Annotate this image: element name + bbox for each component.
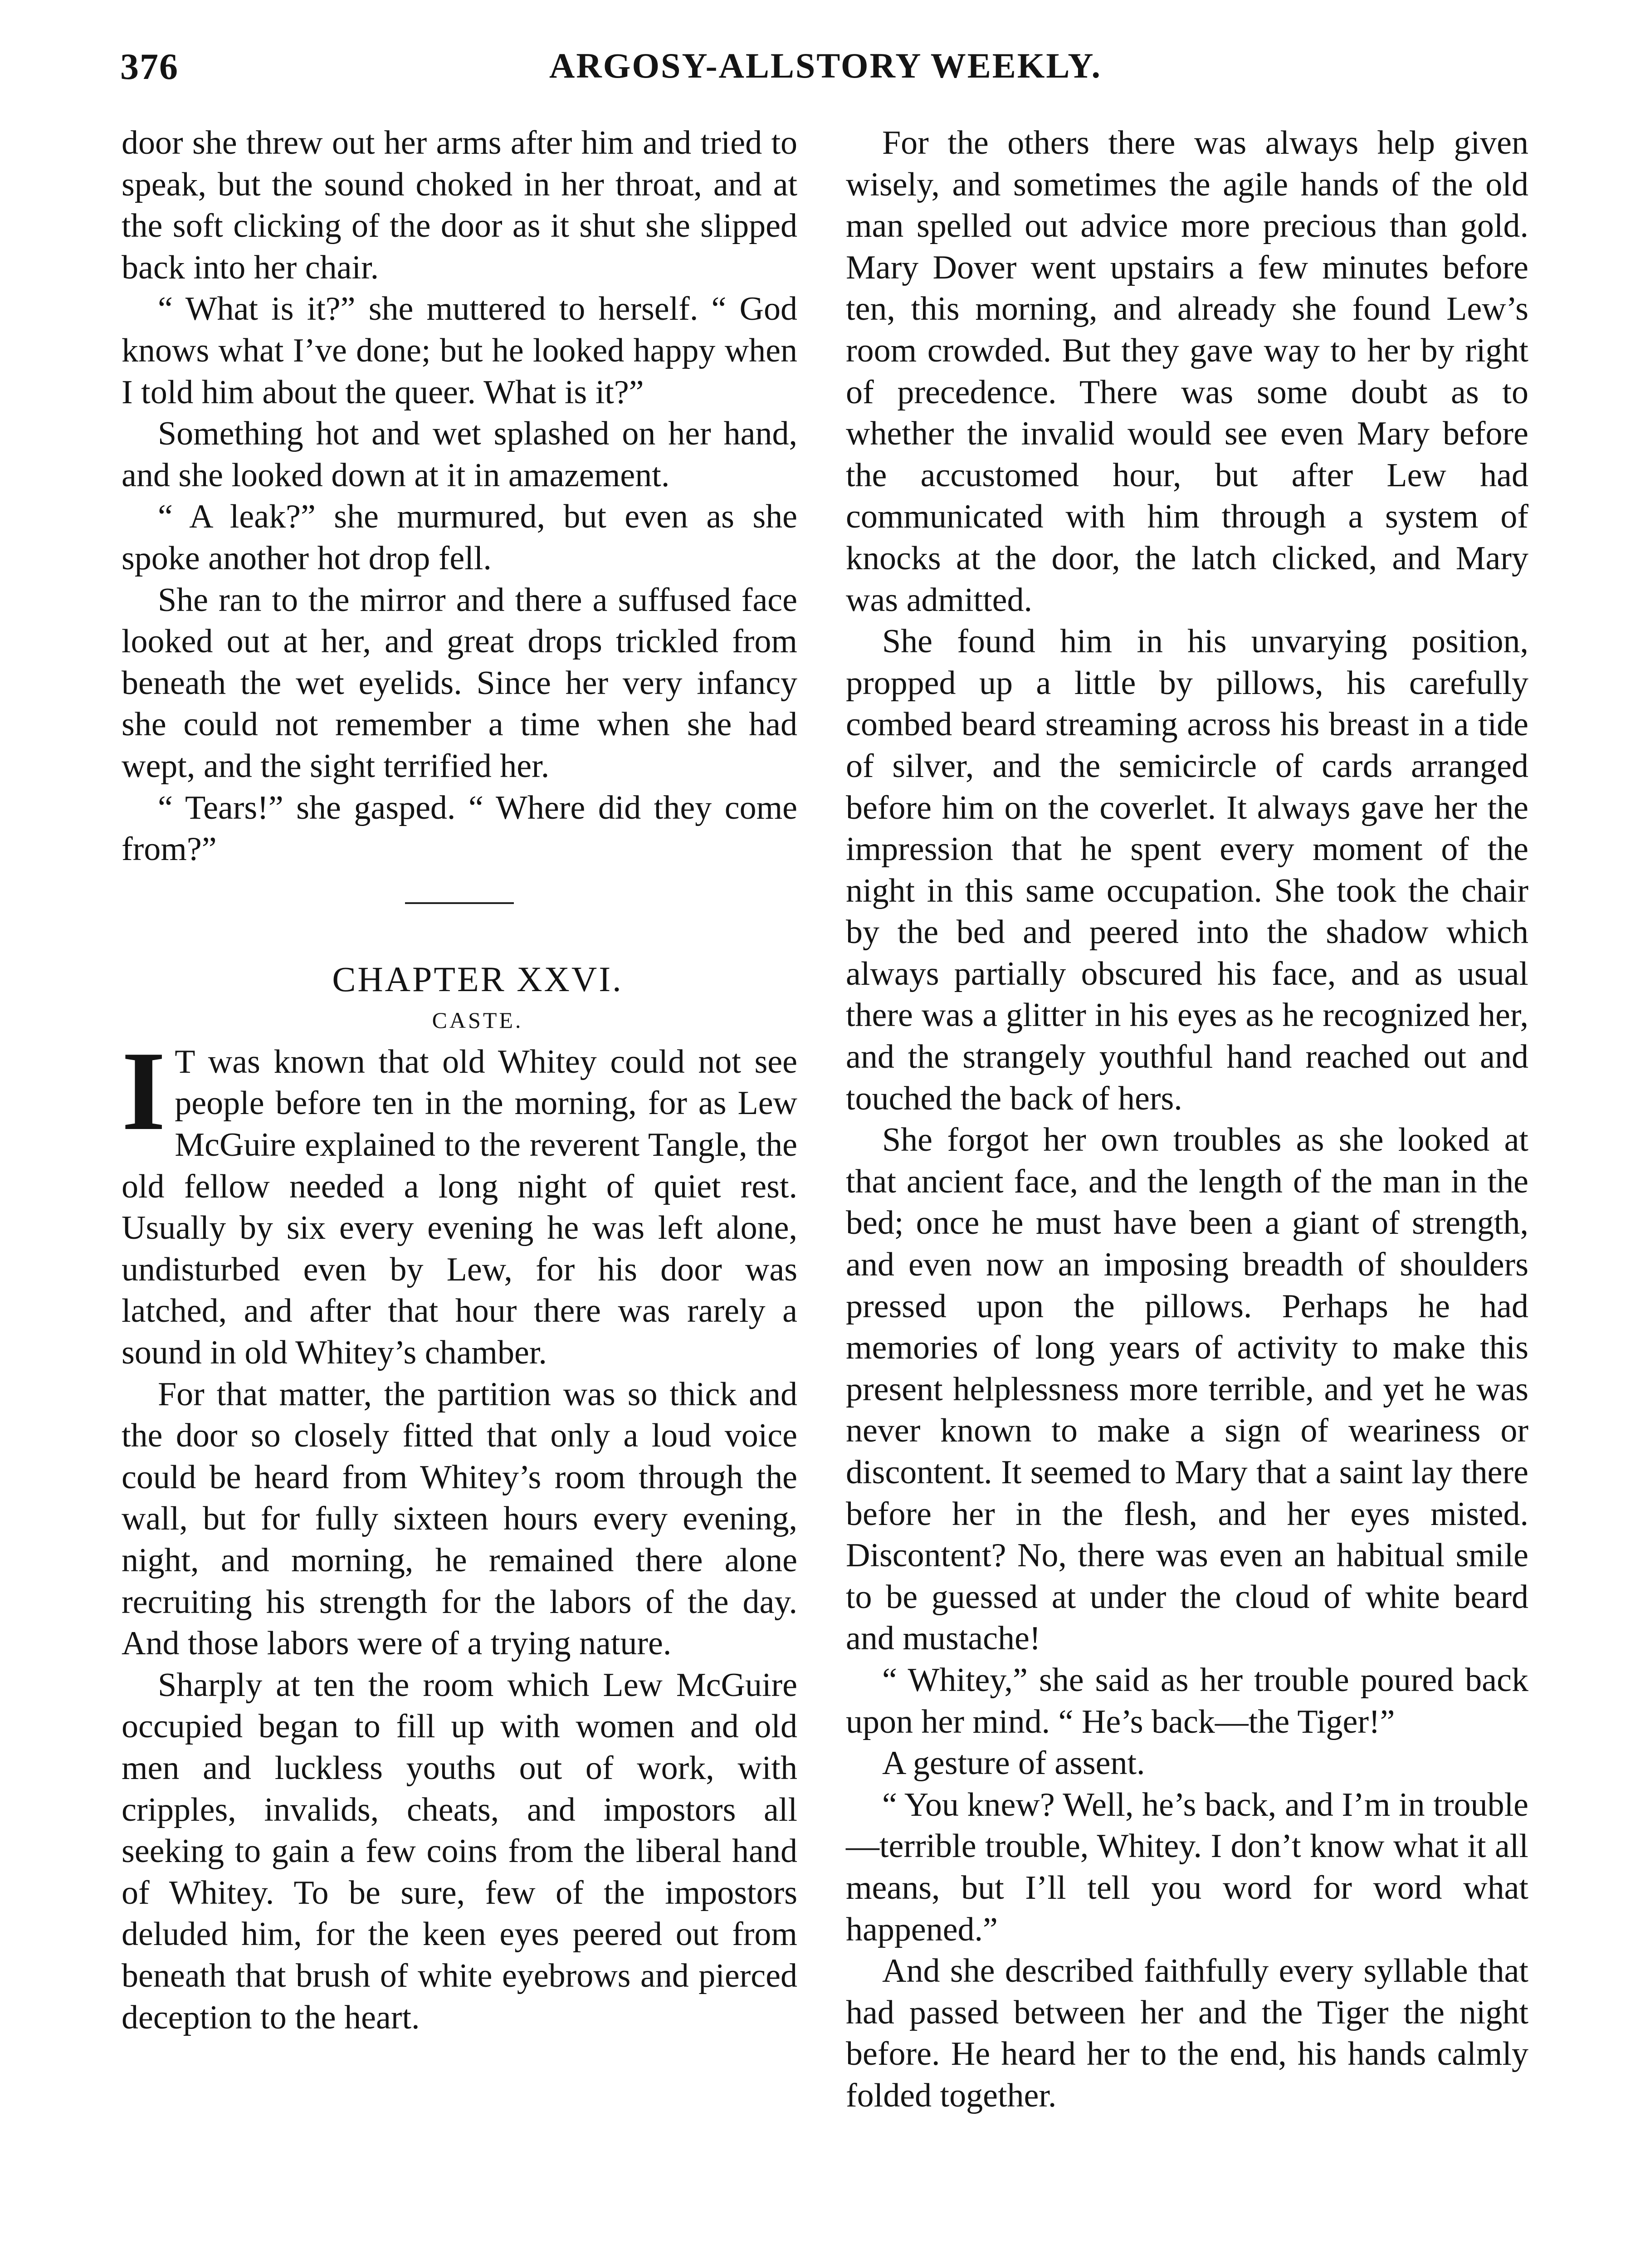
paragraph: And she described faithfully every syllable that had passed between her and the Tiger the night before. He heard her to the end, his hands calmly folded together. <box>846 1952 1528 2114</box>
section-divider <box>405 902 514 904</box>
chapter-subtitle: CASTE. <box>432 1007 523 1033</box>
paragraph: She found him in his unvarying position, propped up a little by pillows, his carefully combed beard streaming across his breast in a tide of silver, and the semicircle of cards arranged before him on the coverlet. It always gave her the impression that he spent every moment of the night in this same occupation. She took the chair by the bed and peered into the shadow which always partially obscured his face, and as usual there was a glitter in his eyes as he recognized her, and the strangely youthful hand reached out and touched the back of hers. <box>846 623 1528 1117</box>
paragraph: Sharply at ten the room which Lew McGuire occupied began to fill up with women and old men and luckless youths out of work, with cripples, invalids, cheats, and impostors all seeking to gain a few coins from the liberal hand of Whitey. To be sure, few of the impostors deluded him, for the keen eyes peered out from beneath that brush of white eyebrows and pierced deception to the heart. <box>122 1666 797 2036</box>
paragraph: A gesture of assent. <box>882 1745 1145 1782</box>
paragraph: “ Tears!” she gasped. “ Where did they come from?” <box>122 789 797 868</box>
right-column <box>846 122 1528 2117</box>
drop-cap: I <box>122 1028 166 1154</box>
chapter-title: CHAPTER XXVI. <box>332 959 623 999</box>
paragraph: “ Whitey,” she said as her trouble poured back upon her mind. “ He’s back—the Tiger!” <box>846 1661 1528 1740</box>
paragraph: She ran to the mirror and there a suffused face looked out at her, and great drops trickled from beneath the wet eyelids. Since her very infancy she could not remember a time when she had wept, and the sight terrified her. <box>122 581 797 785</box>
paragraph: She forgot her own troubles as she looked at that ancient face, and the length of the man in the bed; once he must have been a giant of strength, and even now an imposing breadth of shoulders pressed upon the pillows. Perhaps he had memories of long years of activity to make this present helplessness more terrible, and yet he was never known to make a sign of weariness or discontent. It seemed to Mary that a saint lay there before her in the flesh, and her eyes misted. Discontent? No, there was even an habitual smile to be guessed at under the cloud of white beard and mustache! <box>846 1121 1528 1657</box>
paragraph: “ You knew? Well, he’s back, and I’m in trouble—terrible trouble, Whitey. I don’t know what it all means, but I’ll tell you word for word what happened.” <box>846 1786 1528 1948</box>
running-head: ARGOSY-ALLSTORY WEEKLY. <box>549 46 1102 85</box>
page-number: 376 <box>120 46 179 87</box>
paragraph: door she threw out her arms after him and tried to speak, but the sound choked in her throat, and at the soft clicking of the door as it shut she slipped back into her chair. <box>122 124 797 286</box>
paragraph: For that matter, the partition was so thick and the door so closely fitted that only a loud voice could be heard from Whitey’s room through the wall, but for fully sixteen hours every evening, night, and morning, he remained there alone recruiting his strength for the labors of the day. And those labors were of a trying nature. <box>122 1375 797 1662</box>
left-column <box>122 122 797 2038</box>
paragraph: “ What is it?” she muttered to herself. “ God knows what I’ve done; but he looked happy when I told him about the queer. What is it?” <box>122 290 797 411</box>
paragraph: Something hot and wet splashed on her hand, and she looked down at it in amazement. <box>122 415 797 494</box>
paragraph: “ A leak?” she murmured, but even as she spoke another hot drop fell. <box>122 498 797 577</box>
chapter-opening-paragraph <box>122 1028 797 1374</box>
page-header <box>120 45 1531 100</box>
paragraph: For the others there was always help given wisely, and sometimes the agile hands of the old man spelled out advice more precious than gold. Mary Dover went upstairs a few minutes before ten, this morning, and already she found Lew’s room crowded. But they gave way to her by right of precedence. There was some doubt as to whether the invalid would see even Mary before the accustomed hour, but after Lew had communicated with him through a system of knocks at the door, the latch clicked, and Mary was admitted. <box>846 124 1528 619</box>
paragraph-text: T was known that old Whitey could not see people before ten in the morning, for as Lew McGuire explained to the reverent Tangle, the old fellow needed a long night of quiet rest. Usually by six every evening he was left alone, undisturbed even by Lew, for his door was latched, and after that hour there was rarely a sound in old Whitey’s chamber. <box>122 1043 797 1372</box>
